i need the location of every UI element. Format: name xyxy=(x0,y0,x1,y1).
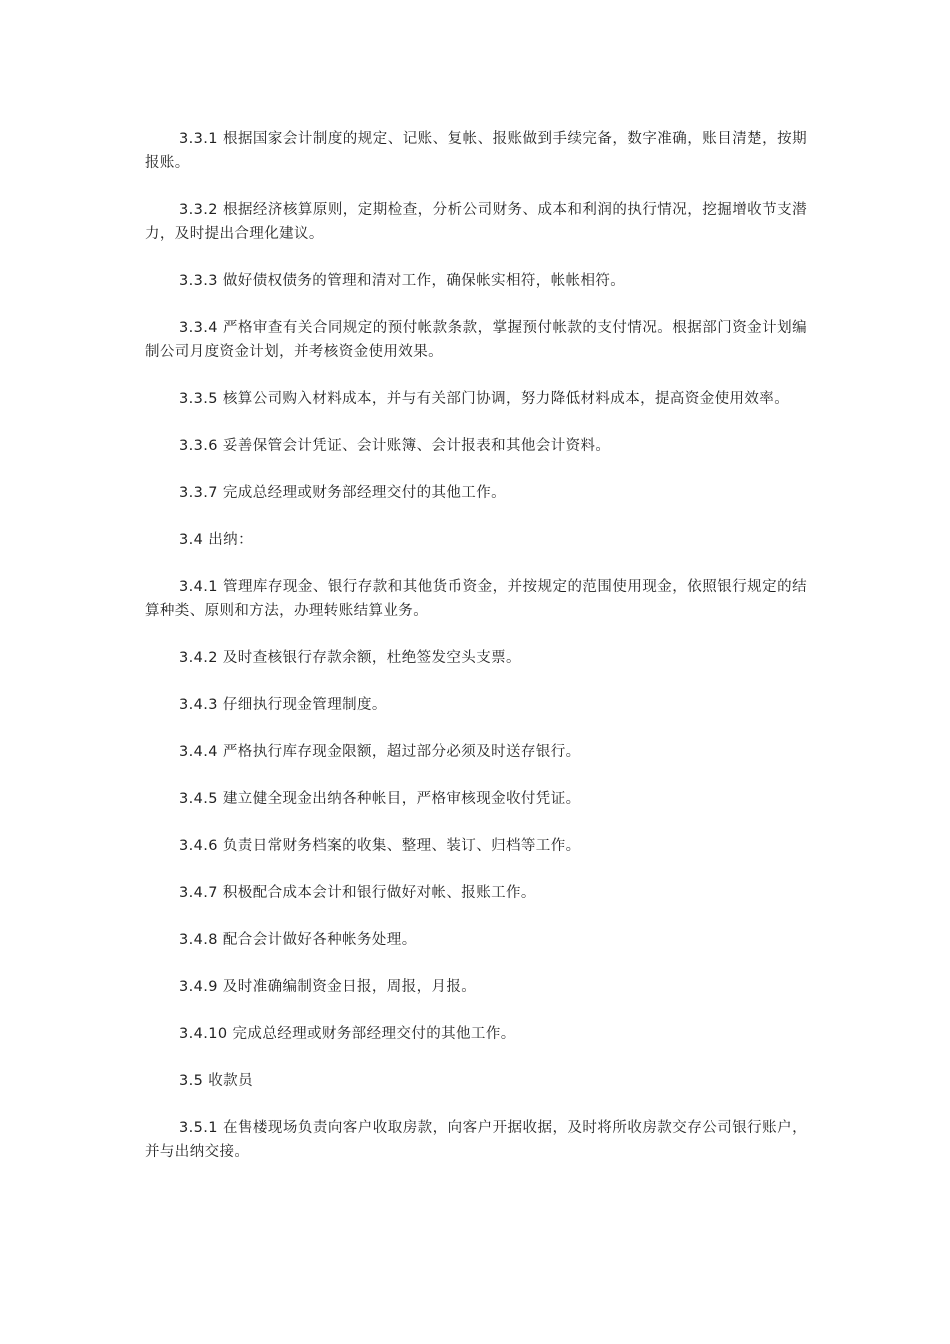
paragraph-3-3-2: 3.3.2 根据经济核算原则，定期检查，分析公司财务、成本和利润的执行情况，挖掘增收节支潜力，及时提出合理化建议。 xyxy=(145,202,807,242)
paragraph-3-3-1: 3.3.1 根据国家会计制度的规定、记账、复帐、报账做到手续完备，数字准确，账目清楚，按期报账。 xyxy=(145,131,807,171)
paragraph-3-4-10: 3.4.10 完成总经理或财务部经理交付的其他工作。 xyxy=(179,1026,516,1042)
paragraph-3-4-4: 3.4.4 严格执行库存现金限额，超过部分必须及时送存银行。 xyxy=(179,744,581,760)
paragraph-3-3-5: 3.3.5 核算公司购入材料成本，并与有关部门协调，努力降低材料成本，提高资金使用效率。 xyxy=(179,391,790,407)
paragraph-3-4-5: 3.4.5 建立健全现金出纳各种帐目，严格审核现金收付凭证。 xyxy=(179,791,581,807)
paragraph-3-4-2: 3.4.2 及时查核银行存款余额，杜绝签发空头支票。 xyxy=(179,650,521,666)
paragraph-3-3-7: 3.3.7 完成总经理或财务部经理交付的其他工作。 xyxy=(179,485,507,501)
paragraph-3-5-1: 3.5.1 在售楼现场负责向客户收取房款，向客户开据收据，及时将所收房款交存公司银行账户，并与出纳交接。 xyxy=(145,1120,807,1160)
paragraph-3-4-6: 3.4.6 负责日常财务档案的收集、整理、装订、归档等工作。 xyxy=(179,838,581,854)
paragraph-3-4-9: 3.4.9 及时准确编制资金日报，周报，月报。 xyxy=(179,979,477,995)
paragraph-3-3-6: 3.3.6 妥善保管会计凭证、会计账簿、会计报表和其他会计资料。 xyxy=(179,438,611,454)
paragraph-3-3-3: 3.3.3 做好债权债务的管理和清对工作，确保帐实相符，帐帐相符。 xyxy=(179,273,626,289)
document-page xyxy=(145,127,807,1187)
paragraph-3-3-4: 3.3.4 严格审查有关合同规定的预付帐款条款，掌握预付帐款的支付情况。根据部门资金计划编制公司月度资金计划，并考核资金使用效果。 xyxy=(145,320,807,360)
section-heading-3-4: 3.4 出纳： xyxy=(179,532,253,548)
paragraph-3-4-8: 3.4.8 配合会计做好各种帐务处理。 xyxy=(179,932,417,948)
section-heading-3-5: 3.5 收款员 xyxy=(179,1073,253,1089)
paragraph-3-4-1: 3.4.1 管理库存现金、银行存款和其他货币资金，并按规定的范围使用现金，依照银行规定的结算种类、原则和方法，办理转账结算业务。 xyxy=(145,579,807,619)
paragraph-3-4-3: 3.4.3 仔细执行现金管理制度。 xyxy=(179,697,387,713)
paragraph-3-4-7: 3.4.7 积极配合成本会计和银行做好对帐、报账工作。 xyxy=(179,885,536,901)
